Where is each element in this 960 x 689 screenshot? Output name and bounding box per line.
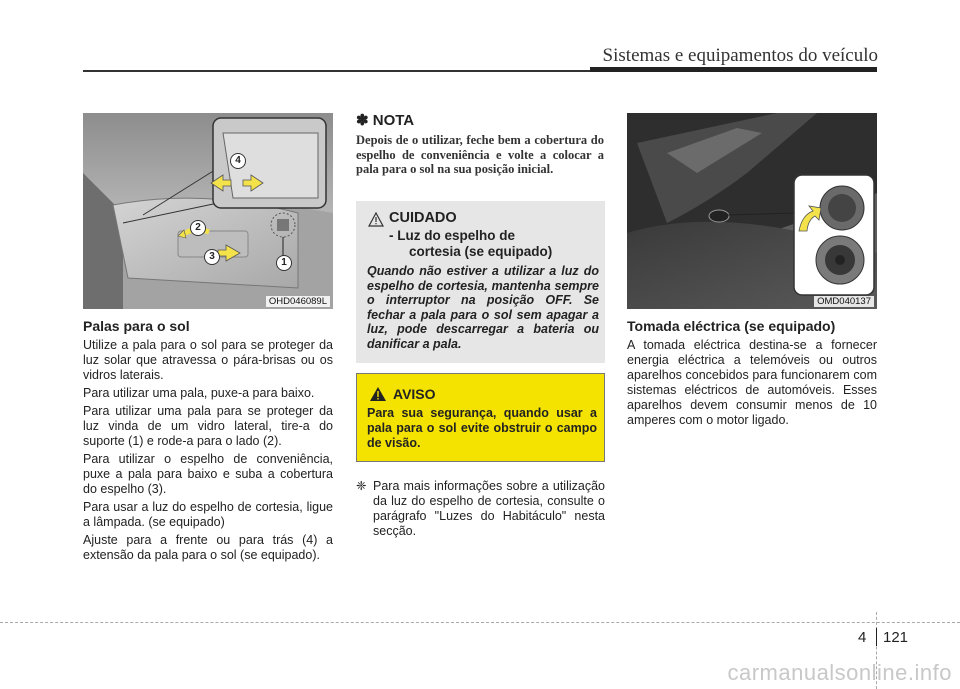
figure-code: OMD040137 [814, 296, 874, 307]
callout-2: 2 [190, 220, 206, 236]
footer-rule [0, 622, 960, 623]
warning-body: Para sua segurança, quando usar a pala para o sol evite obstruir o campo de visão. [367, 406, 597, 450]
warning-triangle-icon [368, 212, 384, 227]
paragraph: Para usar a luz do espelho de cortesia, ligue a lâmpada. (se equipado) [83, 500, 333, 529]
caution-body: Quando não estiver a utilizar a luz do espelho de cortesia, mantenha sempre o interruptor na posição OFF. Se fechar a pala para o sol sem apagar a luz, pode descarregar a bateria ou danificar a pala. [367, 264, 599, 351]
reference-note [356, 479, 605, 539]
reference-mark: ❈ [356, 479, 367, 493]
power-outlet-figure [627, 113, 877, 309]
section-heading-power-outlet: Tomada eléctrica (se equipado) [627, 318, 836, 334]
page-header-title: Sistemas e equipamentos do veículo [602, 45, 878, 66]
sun-visor-illustration [83, 113, 333, 309]
page-number: 121 [883, 629, 909, 646]
figure-code: OHD046089L [266, 296, 330, 307]
warning-triangle-icon [369, 386, 387, 402]
note-title: ✽ NOTA [356, 112, 415, 129]
paragraph: Ajuste para a frente ou para trás (4) a extensão da pala para o sol (se equipado). [83, 533, 333, 562]
paragraph: Para utilizar uma pala, puxe-a para baixo. [83, 386, 315, 400]
paragraph: Para utilizar o espelho de conveniência, puxe a pala para baixo e suba a cobertura do espelho (3). [83, 452, 333, 496]
sun-visor-text [83, 338, 333, 566]
power-outlet-text: A tomada eléctrica destina-se a fornecer energia eléctrica a telemóveis ou outros aparelhos concebidos para funcionarem com sistemas eléctricos de automóveis. Esses aparelhos devem consumir menos de 10 amperes com o motor ligado. [627, 338, 877, 427]
warning-title: AVISO [393, 386, 436, 402]
section-heading-sun-visor: Palas para o sol [83, 318, 190, 334]
callout-1: 1 [276, 255, 292, 271]
callout-3: 3 [204, 249, 220, 265]
paragraph: Para utilizar uma pala para se proteger da luz vinda de um vidro lateral, tire-a do suporte (1) e rode-a para o lado (2). [83, 404, 333, 448]
warning-box [356, 373, 605, 462]
callout-4: 4 [230, 153, 246, 169]
reference-text: Para mais informações sobre a utilização da luz do espelho de cortesia, consulte o parágrafo "Luzes do Habitáculo" nesta secção. [373, 479, 605, 538]
caution-subtitle-line: cortesia (se equipado) [409, 244, 553, 259]
page-number-separator [876, 628, 877, 646]
note-body: Depois de o utilizar, feche bem a cobertura do espelho de conveniência e volte a colocar a pala para o sol na sua posição inicial. [356, 133, 604, 176]
sun-visor-figure [83, 113, 333, 309]
caution-title: CUIDADO [389, 210, 457, 226]
power-outlet-illustration [627, 113, 877, 309]
caution-box [356, 201, 605, 363]
header-rule-accent [590, 67, 877, 72]
caution-subtitle [389, 228, 552, 260]
watermark-text: carmanualsonline.info [727, 660, 952, 685]
paragraph: Utilize a pala para o sol para se proteger da luz solar que atravessa o pára-brisas ou os vidros laterais. [83, 338, 333, 382]
chapter-number: 4 [858, 629, 867, 646]
caution-subtitle-line: - Luz do espelho de [389, 228, 516, 243]
